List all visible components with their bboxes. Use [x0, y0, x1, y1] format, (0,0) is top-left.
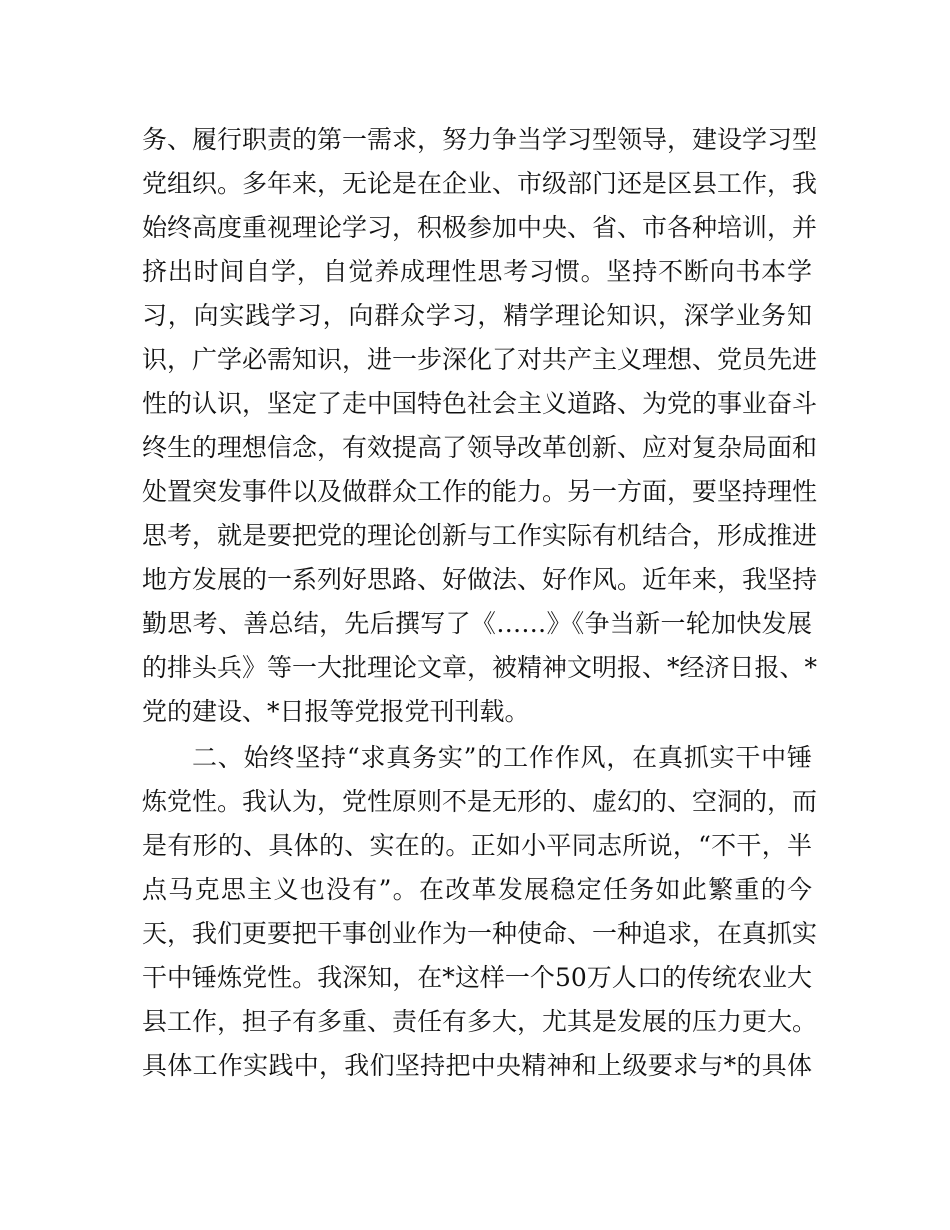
text-line: 勤思考、善总结，先后撰写了《……》《争当新一轮加快发展	[142, 609, 812, 638]
text-line: 终生的理想信念，有效提高了领导改革创新、应对复杂局面和	[142, 433, 818, 462]
text-line: 点马克思主义也没有”。在改革发展稳定任务如此繁重的今	[142, 875, 812, 904]
text-line: 始终高度重视理论学习，积极参加中央、省、市各种培训，并	[142, 213, 818, 242]
text-line: 性的认识，坚定了走中国特色社会主义道路、为党的事业奋斗	[142, 389, 818, 418]
text-line: 思考，就是要把党的理论创新与工作实际有机结合，形成推进	[142, 521, 818, 550]
text-line: 处置突发事件以及做群众工作的能力。另一方面，要坚持理性	[142, 477, 818, 506]
text-line: 挤出时间自学，自觉养成理性思考习惯。坚持不断向书本学	[142, 257, 812, 286]
text-line: 干中锤炼党性。我深知，在*这样一个50万人口的传统农业大	[142, 963, 812, 992]
text-line: 二、始终坚持“求真务实”的工作作风，在真抓实干中锤	[192, 743, 812, 772]
text-line: 具体工作实践中，我们坚持把中央精神和上级要求与*的具体	[142, 1051, 812, 1080]
text-line: 的排头兵》等一大批理论文章，被精神文明报、*经济日报、*	[142, 653, 818, 682]
text-line: 识，广学必需知识，进一步深化了对共产主义理想、党员先进	[142, 345, 818, 374]
text-line: 地方发展的一系列好思路、好做法、好作风。近年来，我坚持	[142, 565, 818, 594]
text-line: 是有形的、具体的、实在的。正如小平同志所说，“不干，半	[142, 831, 812, 860]
text-line: 党的建设、*日报等党报党刊刊载。	[142, 697, 530, 726]
text-line: 务、履行职责的第一需求，努力争当学习型领导，建设学习型	[142, 125, 818, 154]
text-line: 习，向实践学习，向群众学习，精学理论知识，深学业务知	[142, 301, 812, 330]
text-line: 县工作，担子有多重、责任有多大，尤其是发展的压力更大。	[142, 1007, 818, 1036]
text-line: 天，我们更要把干事创业作为一种使命、一种追求，在真抓实	[142, 919, 818, 948]
text-line: 炼党性。我认为，党性原则不是无形的、虚幻的、空洞的，而	[142, 787, 818, 816]
text-line: 党组织。多年来，无论是在企业、市级部门还是区县工作，我	[142, 169, 818, 198]
